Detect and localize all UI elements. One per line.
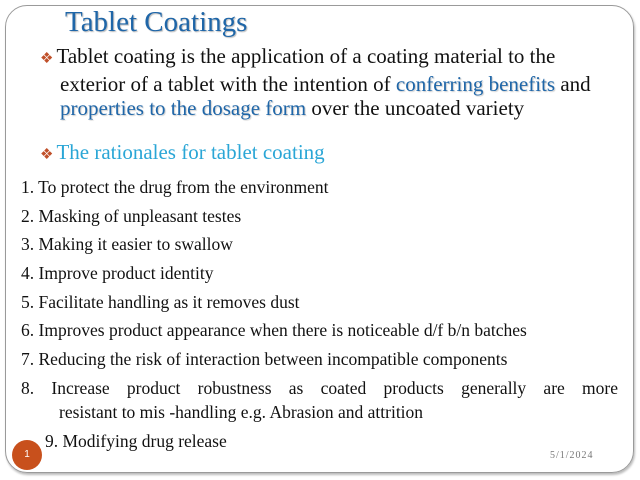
highlight-text: properties to the dosage form [60,96,307,120]
list-item: 1. To protect the drug from the environment [21,177,329,197]
slide-date: 5/1/2024 [550,450,594,461]
list-item: 9. Modifying drug release [45,430,227,451]
diamond-bullet-icon: ❖ [40,147,54,163]
diamond-bullet-icon: ❖ [40,51,54,67]
bullet-rationales [40,140,325,168]
rationale-list [21,175,618,457]
text: and [555,71,591,96]
list-item: 3. Making it easier to swallow [21,234,233,255]
list-item: 4. Improve product identity [21,263,214,284]
highlight-text: conferring benefits [395,71,556,96]
list-item: 7. Reducing the risk of interaction between incompatible components [21,349,508,370]
text: over the uncoated variety [306,96,525,120]
text: The rationales for tablet coating [56,140,325,164]
text: resistant to mis -handling e.g. Abrasion and attrition [59,401,424,422]
list-item: 5. Facilitate handling as it removes dust [21,291,300,312]
list-item [21,376,618,424]
list-item: 6. Improves product appearance when there is noticeable d/f b/n batches [21,320,527,341]
text: 8. Increase product robustness as coated products generally are more [21,377,618,398]
bullet-definition [40,44,620,121]
text: Tablet coating is the application of a coating material to the exterior of a tablet with the intention of [56,44,556,96]
list-item: 2. Masking of unpleasant testes [21,205,242,226]
slide-title: Tablet Coatings [65,6,248,38]
slide-number-badge: 1 [12,440,42,470]
